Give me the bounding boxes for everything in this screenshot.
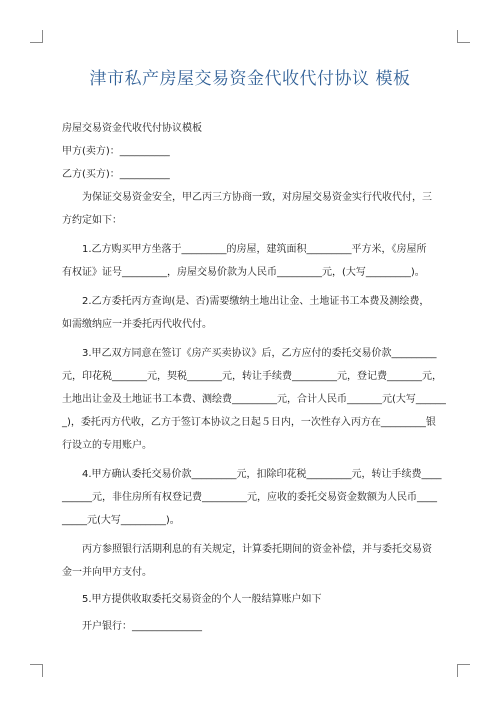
intro-line: 为保证交易资金安全，甲乙丙三方协商一致，对房屋交易资金实行代收代付，三 <box>82 192 432 203</box>
clause-3-line: 土地出让金及土地证书工本费、测绘费_________元，合计人民币_______元(大写______ <box>62 394 446 405</box>
crop-mark-bottom-left <box>30 664 43 677</box>
clause-4-line: 4.甲方确认委托交易价款_________元，扣除印花税_________元，转让手续费____ <box>82 469 442 480</box>
clause-4-line: ______元，非住房所有权登记费_________元，应收的委托交易资金数额为人民币____ <box>62 492 437 503</box>
clause-4-line: _____元(大写_________)。 <box>62 515 180 526</box>
compensation-line: 丙方参照银行活期利息的有关规定，计算委托期间的资金补偿，并与委托交易资 <box>82 544 432 555</box>
clause-3-line: 行设立的专用账户。 <box>62 440 152 451</box>
crop-mark-top-left <box>30 30 43 43</box>
intro-line: 方约定如下： <box>62 215 122 226</box>
party-a-line: 甲方(卖方)：__________ <box>62 146 170 157</box>
clause-2-line: 2.乙方委托丙方查询(是、否)需要缴纳土地出让金、土地证书工本费及测绘费， <box>82 296 430 307</box>
bank-line: 开户银行：______________ <box>82 621 202 632</box>
clause-3-line: 3.甲乙双方同意在签订《房产买卖协议》后，乙方应付的委托交易价款_________ <box>82 348 437 359</box>
document-title: 津市私产房屋交易资金代收代付协议 模板 <box>89 69 411 89</box>
clause-1-line: 有权证》证号_________，房屋交易价款为人民币_________元，(大写_________)。 <box>62 267 425 278</box>
clause-5-line: 5.甲方提供收取委托交易资金的个人一般结算账户如下 <box>82 594 322 605</box>
document-body <box>62 117 446 638</box>
subtitle-line: 房屋交易资金代收代付协议模板 <box>62 123 202 134</box>
clause-3-line: _)，委托丙方代收，乙方于签订本协议之日起５日内，一次性存入丙方在_________银 <box>62 417 436 428</box>
clause-2-line: 如需缴纳应一并委托丙代收代付。 <box>62 319 212 330</box>
crop-mark-bottom-right <box>457 664 470 677</box>
crop-mark-top-right <box>457 30 470 43</box>
compensation-line: 金一并向甲方支付。 <box>62 567 152 578</box>
clause-1-line: 1.乙方购买甲方坐落于_________的房屋，建筑面积_________平方米，《房屋所 <box>82 244 427 255</box>
party-b-line: 乙方(买方)：__________ <box>62 169 170 180</box>
clause-3-line: 元，印花税_______元，契税_______元，转让手续费_________元，登记费_______元， <box>62 371 442 382</box>
